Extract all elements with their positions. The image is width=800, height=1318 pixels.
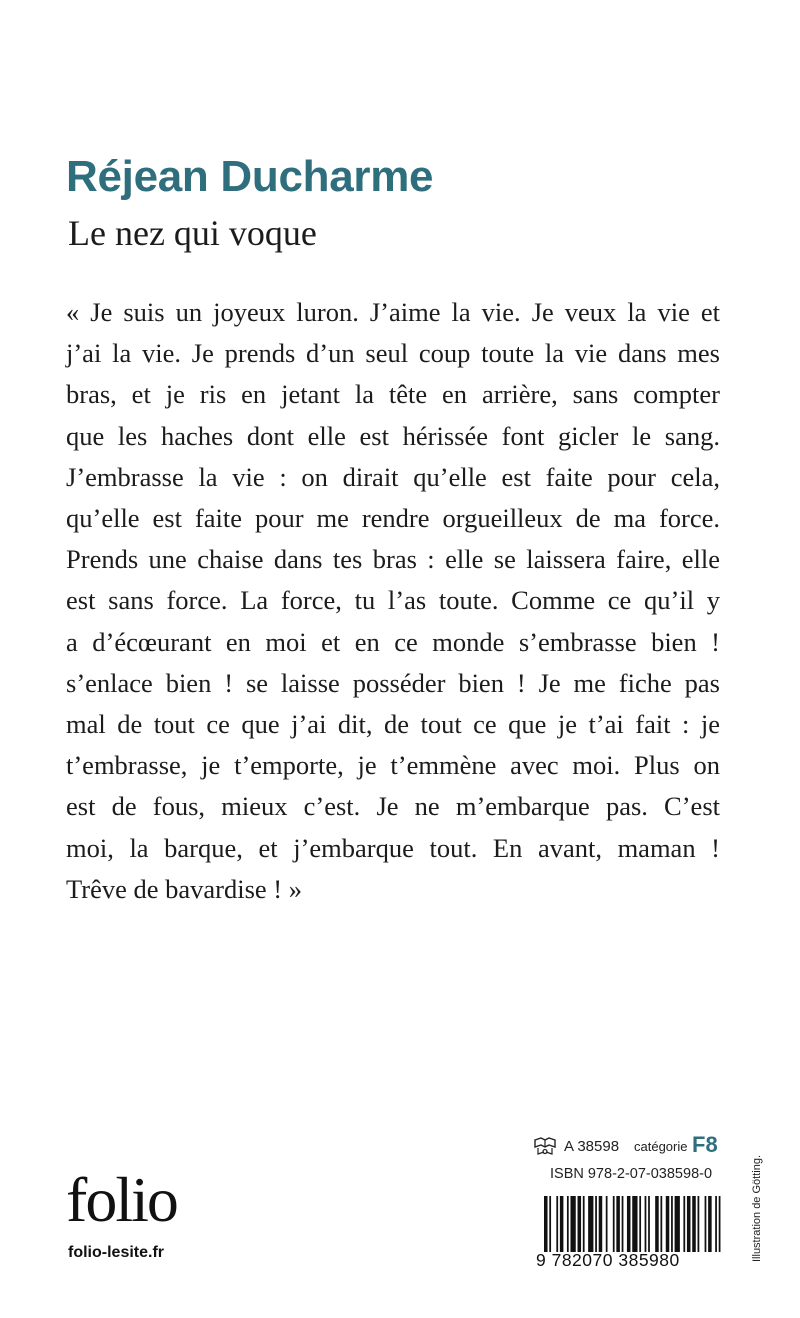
blurb-line: Trêve de bavardise ! » — [66, 873, 302, 904]
blurb-line: s’enlace bien ! se laisse posséder bien ! Je me fiche pas — [66, 667, 720, 698]
barcode-bar — [627, 1196, 631, 1252]
barcode-bar — [570, 1196, 575, 1252]
blurb-line: Prends une chaise dans tes bras : elle se laissera faire, elle — [66, 544, 720, 575]
barcode-bar — [692, 1196, 696, 1252]
barcode-bar — [708, 1196, 712, 1252]
isbn: ISBN 978-2-07-038598-0 — [550, 1166, 713, 1182]
blurb-line: « Je suis un joyeux luron. J’aime la vie. Je veux la vie et — [66, 297, 720, 327]
barcode-bar — [675, 1196, 680, 1252]
barcode-bar — [698, 1196, 700, 1252]
barcode-bar — [683, 1196, 685, 1252]
blurb-line: bras, et je ris en jetant la tête en arrière, sans compter — [66, 379, 720, 410]
barcode-bar — [660, 1196, 662, 1252]
barcode-bar — [655, 1196, 659, 1252]
catalog-code: A 38598 — [564, 1138, 620, 1155]
barcode-bar — [613, 1196, 615, 1252]
blurb-line: moi, la barque, et j’embarque tout. En avant, maman ! — [66, 832, 720, 863]
barcode-digits: 9 782070 385980 — [536, 1250, 680, 1270]
blurb-line: j’ai la vie. Je prends d’un seul coup toute la vie dans mes — [66, 338, 720, 369]
barcode-bar — [719, 1196, 721, 1252]
folio-logo: folio — [66, 1164, 177, 1235]
barcode-bar — [666, 1196, 670, 1252]
book-icon — [534, 1136, 556, 1156]
barcode-bar — [588, 1196, 593, 1252]
book-title: Le nez qui voque — [68, 213, 317, 253]
barcode-bar — [687, 1196, 691, 1252]
publisher-website: folio-lesite.fr — [68, 1244, 165, 1261]
barcode-bar — [606, 1196, 608, 1252]
barcode-bar — [599, 1196, 603, 1252]
barcode-bar — [549, 1196, 551, 1252]
catalog-code-row — [534, 1132, 722, 1160]
blurb-line: a d’écœurant en moi et en ce monde s’embrasse bien ! — [66, 626, 720, 657]
blurb-line: t’embrasse, je t’emporte, je t’emmène avec moi. Plus on — [66, 750, 720, 781]
blurb-line: qu’elle est faite pour me rendre orgueilleux de ma force. — [66, 503, 720, 534]
blurb-line: mal de tout ce que j’ai dit, de tout ce que je t’ai fait : je — [66, 709, 720, 740]
barcode-bar — [595, 1196, 597, 1252]
barcode-bar — [567, 1196, 569, 1252]
barcode-bar — [616, 1196, 620, 1252]
blurb-line: est de fous, mieux c’est. Je ne m’embarque pas. C’est — [66, 791, 720, 822]
barcode-bar — [639, 1196, 641, 1252]
barcode-bar — [648, 1196, 650, 1252]
barcode-bar — [645, 1196, 647, 1252]
back-cover-blurb — [66, 292, 720, 910]
category-code: F8 — [692, 1132, 718, 1157]
barcode-bar — [578, 1196, 582, 1252]
blurb-line: que les haches dont elle est hérissée font gicler le sang. — [66, 420, 720, 451]
illustration-credit: Illustration de Götting. — [751, 1154, 763, 1262]
barcode-bar — [544, 1196, 548, 1252]
barcode-bar — [632, 1196, 637, 1252]
barcode-bar — [622, 1196, 624, 1252]
author-name: Réjean Ducharme — [66, 152, 434, 201]
blurb-line: J’embrasse la vie : on dirait qu’elle est faite pour cela, — [66, 461, 720, 492]
barcode-bar — [560, 1196, 564, 1252]
barcode-bar — [583, 1196, 585, 1252]
barcode-bar — [671, 1196, 673, 1252]
barcode-bar — [556, 1196, 558, 1252]
blurb-line: est sans force. La force, tu l’as toute. Comme ce qu’il y — [66, 585, 720, 616]
category-label: catégorie — [634, 1139, 688, 1154]
barcode — [544, 1196, 724, 1252]
barcode-bar — [705, 1196, 707, 1252]
barcode-bar — [715, 1196, 717, 1252]
